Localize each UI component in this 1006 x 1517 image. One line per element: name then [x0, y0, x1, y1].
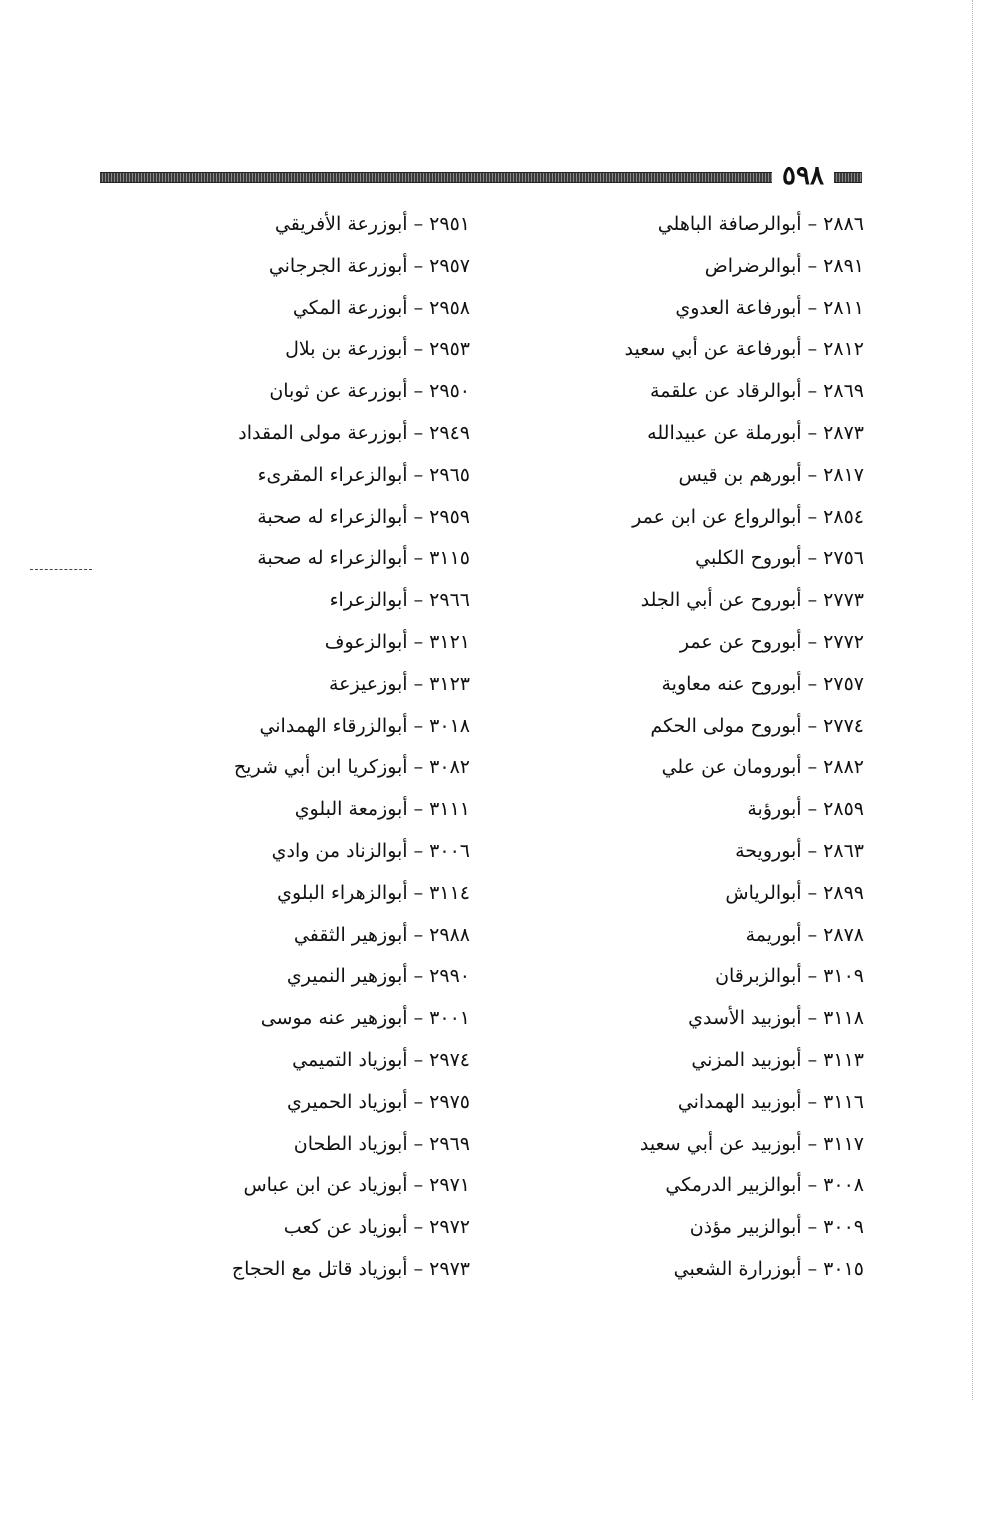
margin-mark	[30, 569, 92, 570]
index-entry: ٣٠١٨ – أبوالزرقاء الهمداني	[259, 714, 470, 737]
index-entry: ٢٩٦٩ – أبوزياد الطحان	[293, 1132, 470, 1155]
index-entry: ٣١٠٩ – أبوالزبرقان	[715, 965, 864, 988]
index-entry: ٢٧٥٦ – أبوروح الكلبي	[695, 547, 864, 570]
page-number: ٥٩٨	[782, 161, 824, 191]
index-entry: ٢٨١٢ – أبورفاعة عن أبي سعيد	[624, 338, 864, 361]
index-entry: ٢٩٥٣ – أبوزرعة بن بلال	[285, 338, 470, 361]
index-entry: ٣١٢١ – أبوالزعوف	[324, 630, 470, 653]
index-entry: ٢٨٥٤ – أبوالرواع عن ابن عمر	[632, 505, 864, 528]
index-entry: ٢٩٦٥ – أبوالزعراء المقرىء	[257, 463, 470, 486]
index-entry: ٢٩٧٥ – أبوزياد الحميري	[287, 1090, 470, 1113]
index-entry: ٣١١٤ – أبوالزهراء البلوي	[277, 881, 470, 904]
index-entry: ٢٩٥٠ – أبوزرعة عن ثوبان	[269, 380, 470, 403]
index-entry: ٣٠٠٨ – أبوالزبير الدرمكي	[665, 1174, 864, 1197]
index-entry: ٣٠٠١ – أبوزهير عنه موسى	[260, 1007, 470, 1030]
index-entry: ٢٨٥٩ – أبورؤبة	[747, 798, 864, 821]
index-entry: ٢٩٤٩ – أبوزرعة مولى المقداد	[238, 421, 470, 444]
index-entry: ٢٩٧١ – أبوزياد عن ابن عباس	[243, 1174, 470, 1197]
index-entry: ٢٩٨٨ – أبوزهير الثقفي	[293, 923, 470, 946]
index-entry: ٢٨٦٣ – أبورويحة	[735, 839, 864, 862]
index-entry: ٣٠١٥ – أبوزرارة الشعبي	[673, 1257, 864, 1280]
index-entry: ٢٧٧٤ – أبوروح مولى الحكم	[650, 714, 864, 737]
index-entry: ٢٩٦٦ – أبوالزعراء	[329, 589, 470, 612]
index-entry: ٣١٢٣ – أبوزعيزعة	[328, 672, 470, 695]
index-entry: ٢٨٧٣ – أبورملة عن عبيدالله	[647, 421, 864, 444]
index-entry: ٢٨٩١ – أبوالرضراض	[704, 254, 864, 277]
index-entry: ٣١١٦ – أبوزبيد الهمداني	[677, 1090, 864, 1113]
index-entry: ٢٨٨٦ – أبوالرصافة الباهلي	[657, 213, 864, 235]
index-entry: ٣١١١ – أبوزمعة البلوي	[294, 798, 470, 821]
index-entry: ٢٧٧٣ – أبوروح عن أبي الجلد	[640, 589, 864, 612]
index-entry: ٢٩٥٩ – أبوالزعراء له صحبة	[257, 505, 470, 528]
index-column-right	[564, 204, 864, 1291]
index-entry: ٢٩٥٨ – أبوزرعة المكي	[292, 296, 470, 319]
index-entry: ٣١١٧ – أبوزبيد عن أبي سعيد	[639, 1132, 864, 1155]
index-entry: ٢٧٥٧ – أبوروح عنه معاوية	[661, 672, 864, 695]
index-entry: ٢٩٥٧ – أبوزرعة الجرجاني	[268, 254, 470, 277]
index-entry: ٢٩٧٤ – أبوزياد التميمي	[292, 1048, 470, 1071]
index-entry: ٣١١٥ – أبوالزعراء له صحبة	[257, 547, 470, 570]
index-entry: ٣١١٣ – أبوزبيد المزني	[691, 1048, 864, 1071]
index-entry: ٣٠٠٩ – أبوالزبير مؤذن	[689, 1216, 864, 1239]
index-entry: ٣٠٠٦ – أبوالزناد من وادي	[271, 839, 470, 862]
index-entry: ٢٨٩٩ – أبوالرياش	[725, 881, 864, 904]
index-column-left	[170, 204, 470, 1291]
index-entry: ٢٨٨٢ – أبورومان عن علي	[661, 756, 864, 779]
index-entry: ٢٩٧٢ – أبوزياد عن كعب	[283, 1216, 470, 1239]
page-edge-line	[972, 0, 973, 1400]
index-entry: ٢٨٧٨ – أبوريمة	[745, 923, 864, 946]
header-rule	[100, 172, 772, 183]
index-entry: ٢٨١١ – أبورفاعة العدوي	[675, 296, 864, 319]
index-entry: ٢٨١٧ – أبورهم بن قيس	[678, 463, 864, 486]
index-entry: ٢٩٩٠ – أبوزهير النميري	[286, 965, 470, 988]
index-entry: ٢٩٥١ – أبوزرعة الأفريقي	[274, 213, 470, 235]
index-entry: ٢٧٧٢ – أبوروح عن عمر	[679, 630, 864, 653]
index-entry: ٢٨٦٩ – أبوالرقاد عن علقمة	[650, 380, 864, 403]
index-entry: ٣١١٨ – أبوزبيد الأسدي	[688, 1007, 864, 1030]
index-entry: ٣٠٨٢ – أبوزكريا ابن أبي شريح	[233, 756, 470, 779]
index-entry: ٢٩٧٣ – أبوزياد قاتل مع الحجاج	[231, 1257, 470, 1280]
header-rule-end	[834, 172, 862, 183]
